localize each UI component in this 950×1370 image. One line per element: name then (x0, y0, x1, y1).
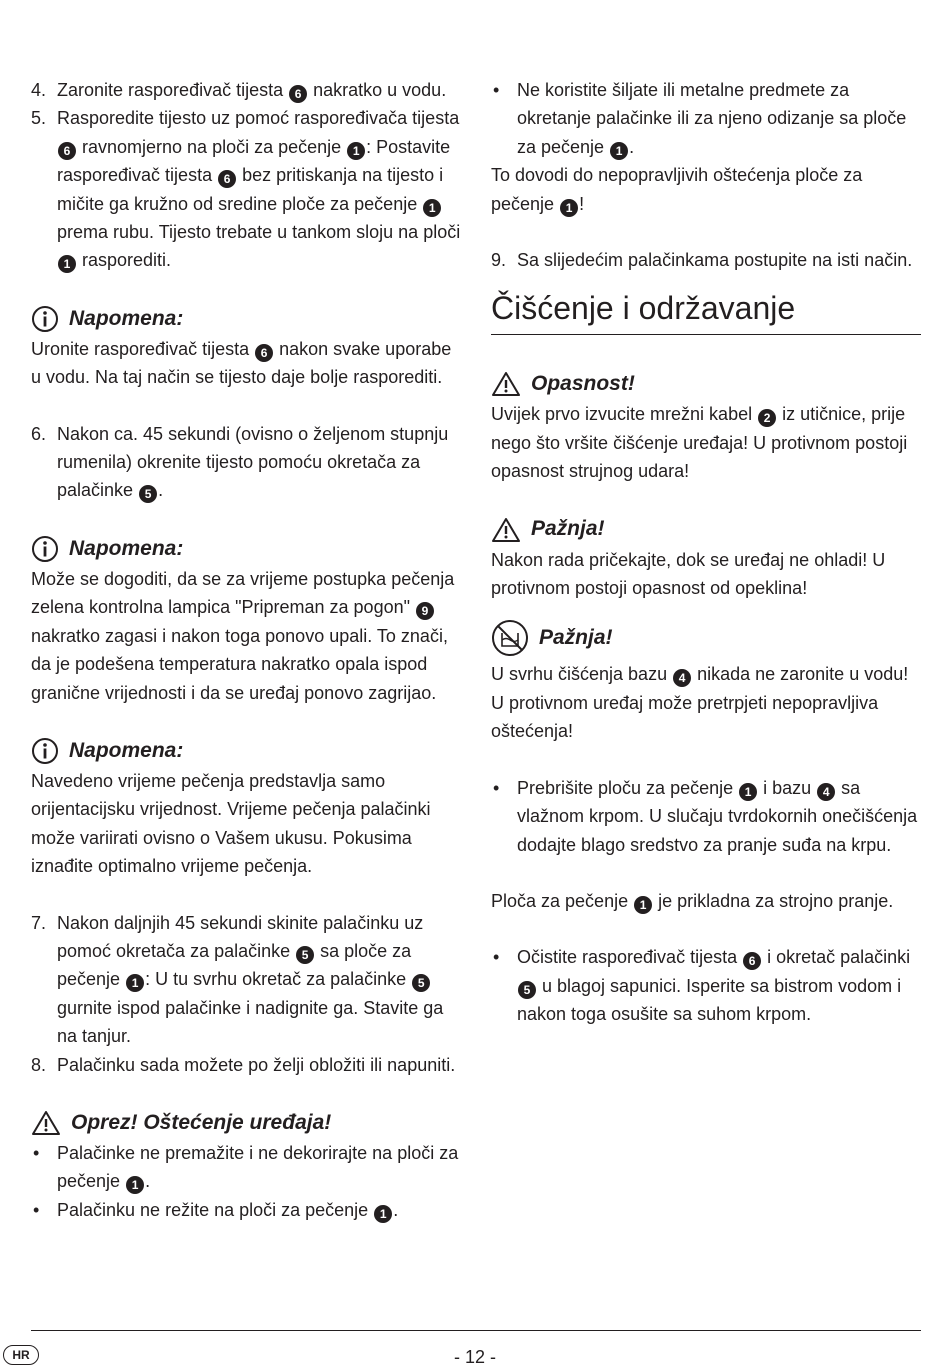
step-number: 6. (31, 423, 47, 444)
bullet-text: sa vlažnom krpom. U slučaju tvrdokornih onečišćenja dodajte blago sredstvo za pranje suđa na krpu. (517, 777, 918, 855)
caution-block (31, 1107, 461, 1224)
info-circle-icon (31, 305, 59, 333)
body-text: je prikladna za strojno pranje. (653, 890, 894, 911)
bullet-text: . (629, 136, 635, 157)
note-heading: Napomena: (69, 536, 184, 560)
bullet-text: Palačinku ne režite na ploči za pečenje (57, 1199, 374, 1220)
bullet-text: i bazu (758, 777, 817, 798)
attention-block-2 (491, 616, 921, 745)
step-text: Palačinku sada možete po želji obložiti ili napuniti. (57, 1054, 456, 1075)
step-text: Nakon daljnjih 45 sekundi skinite palačinku uz pomoć okretača za palačinke (57, 912, 424, 961)
note-3 (31, 735, 461, 881)
note-text: nakratko zagasi i nakon toga ponovo upali. To znači, da je podešena temperatura nakratko opala ispod granične vrijednosti i da se uređaj ponovo zagrijao. (31, 625, 448, 703)
part-number-badge: 1 (374, 1205, 392, 1223)
note-text: Uronite raspoređivač tijesta (31, 338, 255, 359)
note-text: Navedeno vrijeme pečenja predstavlja samo orijentacijsku vrijednost. Vrijeme pečenja palačinki može variirati ovisno o Vašem ukusu. Pokusima iznađite optimalno vrijeme pečenja. (31, 770, 431, 877)
part-number-badge: 1 (423, 199, 441, 217)
note-heading: Napomena: (69, 738, 184, 762)
warning-text: ! (579, 193, 585, 214)
bullet-text: i okretač palačinki (762, 947, 911, 968)
danger-heading: Opasnost! (531, 372, 635, 396)
part-number-badge: 9 (416, 602, 434, 620)
attention-text: Nakon rada pričekajte, dok se uređaj ne ohladi! U protivnom postoji opasnost od opeklina! (491, 549, 886, 599)
bullet-text: u blagoj sapunici. Isperite sa bistrom vodom i nakon toga osušite sa suhom krpom. (517, 975, 902, 1025)
step-number: 8. (31, 1054, 47, 1075)
part-number-badge: 4 (817, 783, 835, 801)
step-number: 5. (31, 108, 47, 129)
warning-triangle-icon (491, 370, 521, 398)
left-column (31, 76, 461, 1224)
step-text: Zaronite raspoređivač tijesta (57, 80, 289, 100)
footer-divider (31, 1330, 921, 1331)
warning-triangle-icon (31, 1109, 61, 1137)
part-number-badge: 5 (296, 946, 314, 964)
bullet-item: • Ne koristite šiljate ili metalne predmete za okretanje palačinke ili za njeno odizanje sa ploče za pečenje 1 . (493, 80, 907, 158)
part-number-badge: 5 (139, 485, 157, 503)
step-number: 7. (31, 912, 47, 933)
part-number-badge: 1 (610, 142, 628, 160)
step-7 (31, 909, 461, 1051)
danger-text: iz utičnice, prije nego što vršite čišćenje uređaja! U protivnom postoji opasnost strujnog udara! (491, 404, 908, 482)
bullet-text: . (393, 1199, 399, 1220)
step-text: Rasporedite tijesto uz pomoć raspoređivača tijesta (57, 108, 460, 129)
step-text: prema rubu. Tijesto trebate u tankom sloju na ploči (57, 222, 461, 243)
step-text: Sa slijedećim palačinkama postupite na isti način. (517, 250, 913, 271)
step-text: rasporediti. (77, 250, 172, 271)
attention-text: nikada ne zaronite u vodu! U protivnom uređaj može pretrpjeti nepopravljiva oštećenja! (491, 664, 909, 742)
bullet-text: Palačinke ne premažite i ne dekorirajte na ploči za pečenje (57, 1142, 459, 1192)
attention-heading: Pažnja! (539, 626, 613, 650)
step-text: : U tu svrhu okretač za palačinke (145, 969, 412, 990)
step-text: . (158, 480, 164, 501)
page-number: - 12 - (453, 1347, 496, 1367)
part-number-badge: 5 (412, 974, 430, 992)
part-number-badge: 6 (218, 170, 236, 188)
info-circle-icon (31, 737, 59, 765)
right-column (491, 76, 921, 1029)
step-5 (31, 104, 461, 274)
part-number-badge: 6 (58, 142, 76, 160)
step-text: bez pritiskanja na tijesto i mičite ga kružno od sredine ploče za pečenje (57, 165, 444, 214)
body-text: Ploča za pečenje (491, 890, 634, 911)
step-6 (31, 420, 461, 505)
part-number-badge: 4 (673, 669, 691, 687)
danger-block (491, 368, 921, 485)
step-4 (31, 76, 461, 104)
note-1 (31, 303, 461, 392)
step-8 (31, 1051, 461, 1079)
part-number-badge: 1 (347, 142, 365, 160)
step-text: gurnite ispod palačinke i nadignite ga. Stavite ga na tanjur. (57, 997, 444, 1047)
note-text: nakon svake uporabe u vodu. Na taj način se tijesto daje bolje rasporediti. (31, 338, 452, 388)
note-text: Može se dogoditi, da se za vrijeme postupka pečenja zelena kontrolna lampica "Pripreman za pogon" (31, 568, 455, 618)
language-badge: HR (3, 1345, 39, 1365)
attention-heading: Pažnja! (531, 517, 605, 541)
part-number-badge: 1 (126, 974, 144, 992)
part-number-badge: 6 (743, 952, 761, 970)
caution-heading: Oprez! Oštećenje uređaja! (71, 1110, 332, 1134)
attention-text: U svrhu čišćenja bazu (491, 664, 673, 685)
note-2 (31, 533, 461, 707)
warning-line (491, 161, 921, 218)
step-number: 4. (31, 80, 47, 100)
attention-block-1 (491, 514, 921, 603)
part-number-badge: 5 (518, 981, 536, 999)
warning-text: To dovodi do nepopravljivih oštećenja ploče za pečenje (491, 165, 863, 214)
no-water-immersion-icon (491, 619, 529, 657)
bullet-item: • Očistite raspoređivač tijesta 6 i okretač palačinki 5 u blagoj sapunici. Isperite sa bistrom vodom i nakon toga osušite sa suhom krpom. (493, 947, 911, 1025)
part-number-badge: 1 (126, 1176, 144, 1194)
info-circle-icon (31, 535, 59, 563)
part-number-badge: 1 (58, 255, 76, 273)
part-number-badge: 1 (560, 199, 578, 217)
part-number-badge: 6 (255, 344, 273, 362)
step-text: sa ploče za pečenje (57, 940, 412, 990)
danger-text: Uvijek prvo izvucite mrežni kabel (491, 404, 758, 425)
bullet-item: • Palačinke ne premažite i ne dekorirajte na ploči za pečenje 1 . (33, 1142, 459, 1193)
bullet-text: Ne koristite šiljate ili metalne predmete za okretanje palačinke ili za njeno odizanje sa ploče za pečenje (517, 80, 907, 157)
step-text: Nakon ca. 45 sekundi (ovisno o željenom stupnju rumenila) okrenite tijesto pomoću okretača za palačinke (57, 423, 449, 501)
bullet-item: • Palačinku ne režite na ploči za pečenje 1 . (33, 1199, 399, 1221)
dishwasher-note (491, 887, 921, 915)
step-number: 9. (491, 250, 507, 271)
bullet-text: Očistite raspoređivač tijesta (517, 947, 743, 968)
part-number-badge: 1 (739, 783, 757, 801)
part-number-badge: 1 (634, 896, 652, 914)
step-9 (491, 246, 921, 274)
bullet-text: . (145, 1171, 151, 1192)
part-number-badge: 6 (289, 85, 307, 103)
warning-triangle-icon (491, 516, 521, 544)
part-number-badge: 2 (758, 409, 776, 427)
step-text: ravnomjerno na ploči za pečenje (77, 136, 347, 157)
bullet-item: • Prebrišite ploču za pečenje 1 i bazu 4 sa vlažnom krpom. U slučaju tvrdokornih onečišćenja dodajte blago sredstvo za pranje suđa na krpu. (493, 777, 918, 855)
step-text: : Postavite raspoređivač tijesta (57, 136, 451, 186)
section-title: Čišćenje i održavanje (491, 288, 921, 335)
note-heading: Napomena: (69, 306, 184, 330)
step-text: nakratko u vodu. (308, 80, 447, 100)
bullet-text: Prebrišite ploču za pečenje (517, 777, 739, 798)
